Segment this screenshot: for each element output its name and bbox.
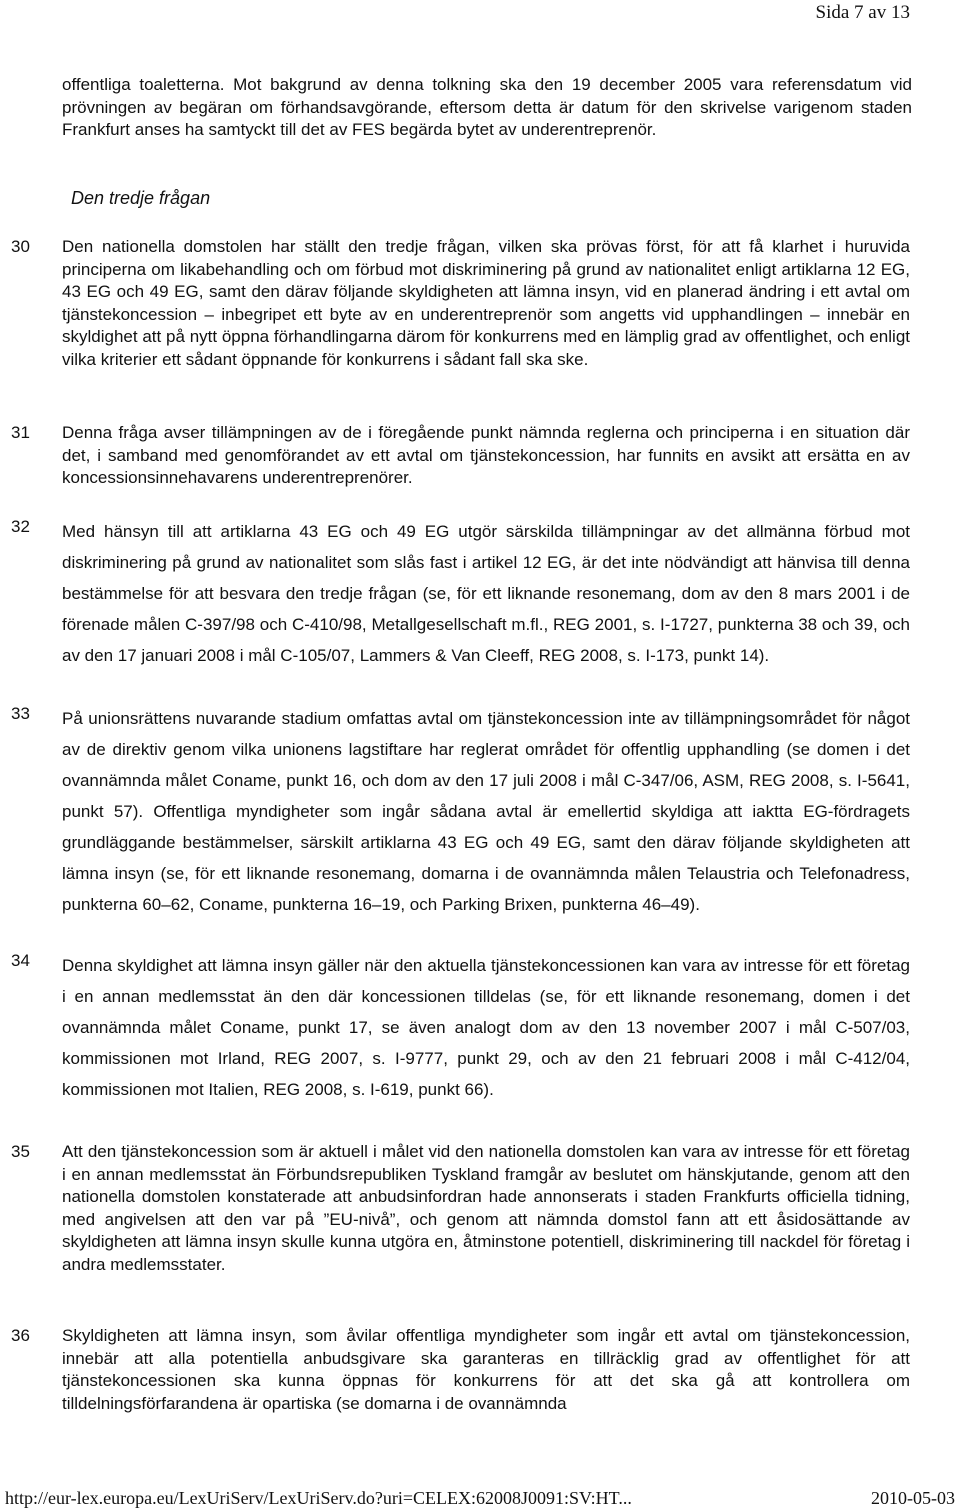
paragraph-text: Med hänsyn till att artiklarna 43 EG och 49 EG utgör särskilda tillämpningar av det allmänna förbud mot diskriminering på grund av nationalitet som slås fast i artikel 12 EG, är det inte nödvändigt att hänvisa till denna bestämmelse för att besvara den tredje frågan (se, för ett liknande resonemang, dom av den 8 mars 2001 i de förenade målen C-397/98 och C-410/98, Metallgesellschaft m.fl., REG 2001, s. I-1727, punkterna 38 och 39, och av den 17 januari 2008 i mål C-105/07, Lammers & Van Cleeff, REG 2008, s. I-173, punkt 14). [62,522,910,665]
paragraph-text: Att den tjänstekoncession som är aktuell i målet vid den nationella domstolen kan vara av intresse för ett företag i en annan medlemsstat än Förbundsrepubliken Tyskland framgår av beslutet om hänskjutande, genom att den nationella domstolen konstaterade att anbudsinfordran hade annonserats i staden Frankfurts officiella tidning, med angivelsen att den var på ”EU-nivå”, och genom att nämnda domstol fann att ett åsidosättande av skyldigheten att lämna insyn skulle kunna utgöra en, åtminstone potentiell, diskriminering till nackdel för företag i andra medlemsstater. [62,1142,910,1274]
page-number: Sida 7 av 13 [815,2,910,23]
paragraph-text: Skyldigheten att lämna insyn, som åvilar offentliga myndigheter som ingår ett avtal om tjänstekoncession, innebär att alla potentiella anbudsgivare ska garanteras en tillräcklig grad av offentlighet för att tjänstekoncessionen ska kunna öppnas för konkurrens för att det ska gå att kontrollera om tilldelningsförfarandena är opartiska (se domarna i de ovannämnda [62,1326,910,1413]
paragraph-number: 33 [11,704,30,723]
paragraph-text: Denna skyldighet att lämna insyn gäller när den aktuella tjänstekoncessionen kan vara av intresse för ett företag i en annan medlemsstat än den där koncessionen tilldelas (se, för ett liknande resonemang, domen i det ovannämnda målet Coname, punkt 17, se även analogt dom av den 13 november 2007 i mål C-507/03, kommissionen mot Irland, REG 2007, s. I-9777, punkt 29, och av den 21 februari 2008 i mål C-412/04, kommissionen mot Italien, REG 2008, s. I-619, punkt 66). [62,956,910,1099]
paragraph-number: 30 [11,237,30,256]
paragraph-text: På unionsrättens nuvarande stadium omfattas avtal om tjänstekoncession inte av tillämpningsområdet för något av de direktiv genom vilka unionens lagstiftare har reglerat området för offentlig upphandling (se domen i det ovannämnda målet Coname, punkt 16, och dom av den 17 juli 2008 i mål C-347/06, ASM, REG 2008, s. I-5641, punkt 57). Offentliga myndigheter som ingår sådana avtal är emellertid skyldiga att iaktta EG-fördragets grundläggande bestämmelser, särskilt artiklarna 43 EG och 49 EG, samt den därav följande skyldigheten att lämna insyn (se, för ett liknande resonemang, domarna i de ovannämnda målen Telaustria och Telefonadress, punkterna 60–62, Coname, punkterna 16–19, och Parking Brixen, punkterna 46–49). [62,709,910,914]
intro-paragraph: offentliga toaletterna. Mot bakgrund av denna tolkning ska den 19 december 2005 vara referensdatum vid prövningen av begäran om förhandsavgörande, eftersom detta är datum för den skrivelse varigenom staden Frankfurt anses ha samtyckt till det av FES begärda bytet av underentreprenör. [62,75,912,139]
paragraph-number: 32 [11,517,30,536]
paragraph-text: Denna fråga avser tillämpningen av de i föregående punkt nämnda reglerna och principerna i en situation där det, i samband med genomförandet av ett avtal om tjänstekoncession, har funnits en avsikt att ersätta en av koncessionsinnehavarens underentreprenörer. [62,423,910,487]
paragraph-number: 34 [11,951,30,970]
paragraph-number: 31 [11,423,30,442]
source-url[interactable]: http://eur-lex.europa.eu/LexUriServ/LexUriServ.do?uri=CELEX:62008J0091:SV:HT... [5,1488,632,1508]
paragraph-number: 35 [11,1142,30,1161]
paragraph-number: 36 [11,1326,30,1345]
footer-date: 2010-05-03 [871,1488,955,1508]
page-footer [5,1488,955,1509]
paragraph-text: Den nationella domstolen har ställt den tredje frågan, vilken ska prövas först, för att få klarhet i huruvida principerna om likabehandling och om förbud mot diskriminering på grund av nationalitet enligt artiklarna 12 EG, 43 EG och 49 EG, samt den därav följande skyldigheten att lämna insyn, vid en planerad ändring i ett avtal om tjänstekoncession – inbegripet ett byte av en underentreprenör som angetts vid upphandlingen – innebär en skyldighet att på nytt öppna förhandlingarna därom för konkurrens med en lämplig grad av offentlighet, och enligt vilka kriterier ett sådant öppnande för konkurrens i sådant fall ska ske. [62,237,910,369]
section-heading: Den tredje frågan [71,188,211,208]
